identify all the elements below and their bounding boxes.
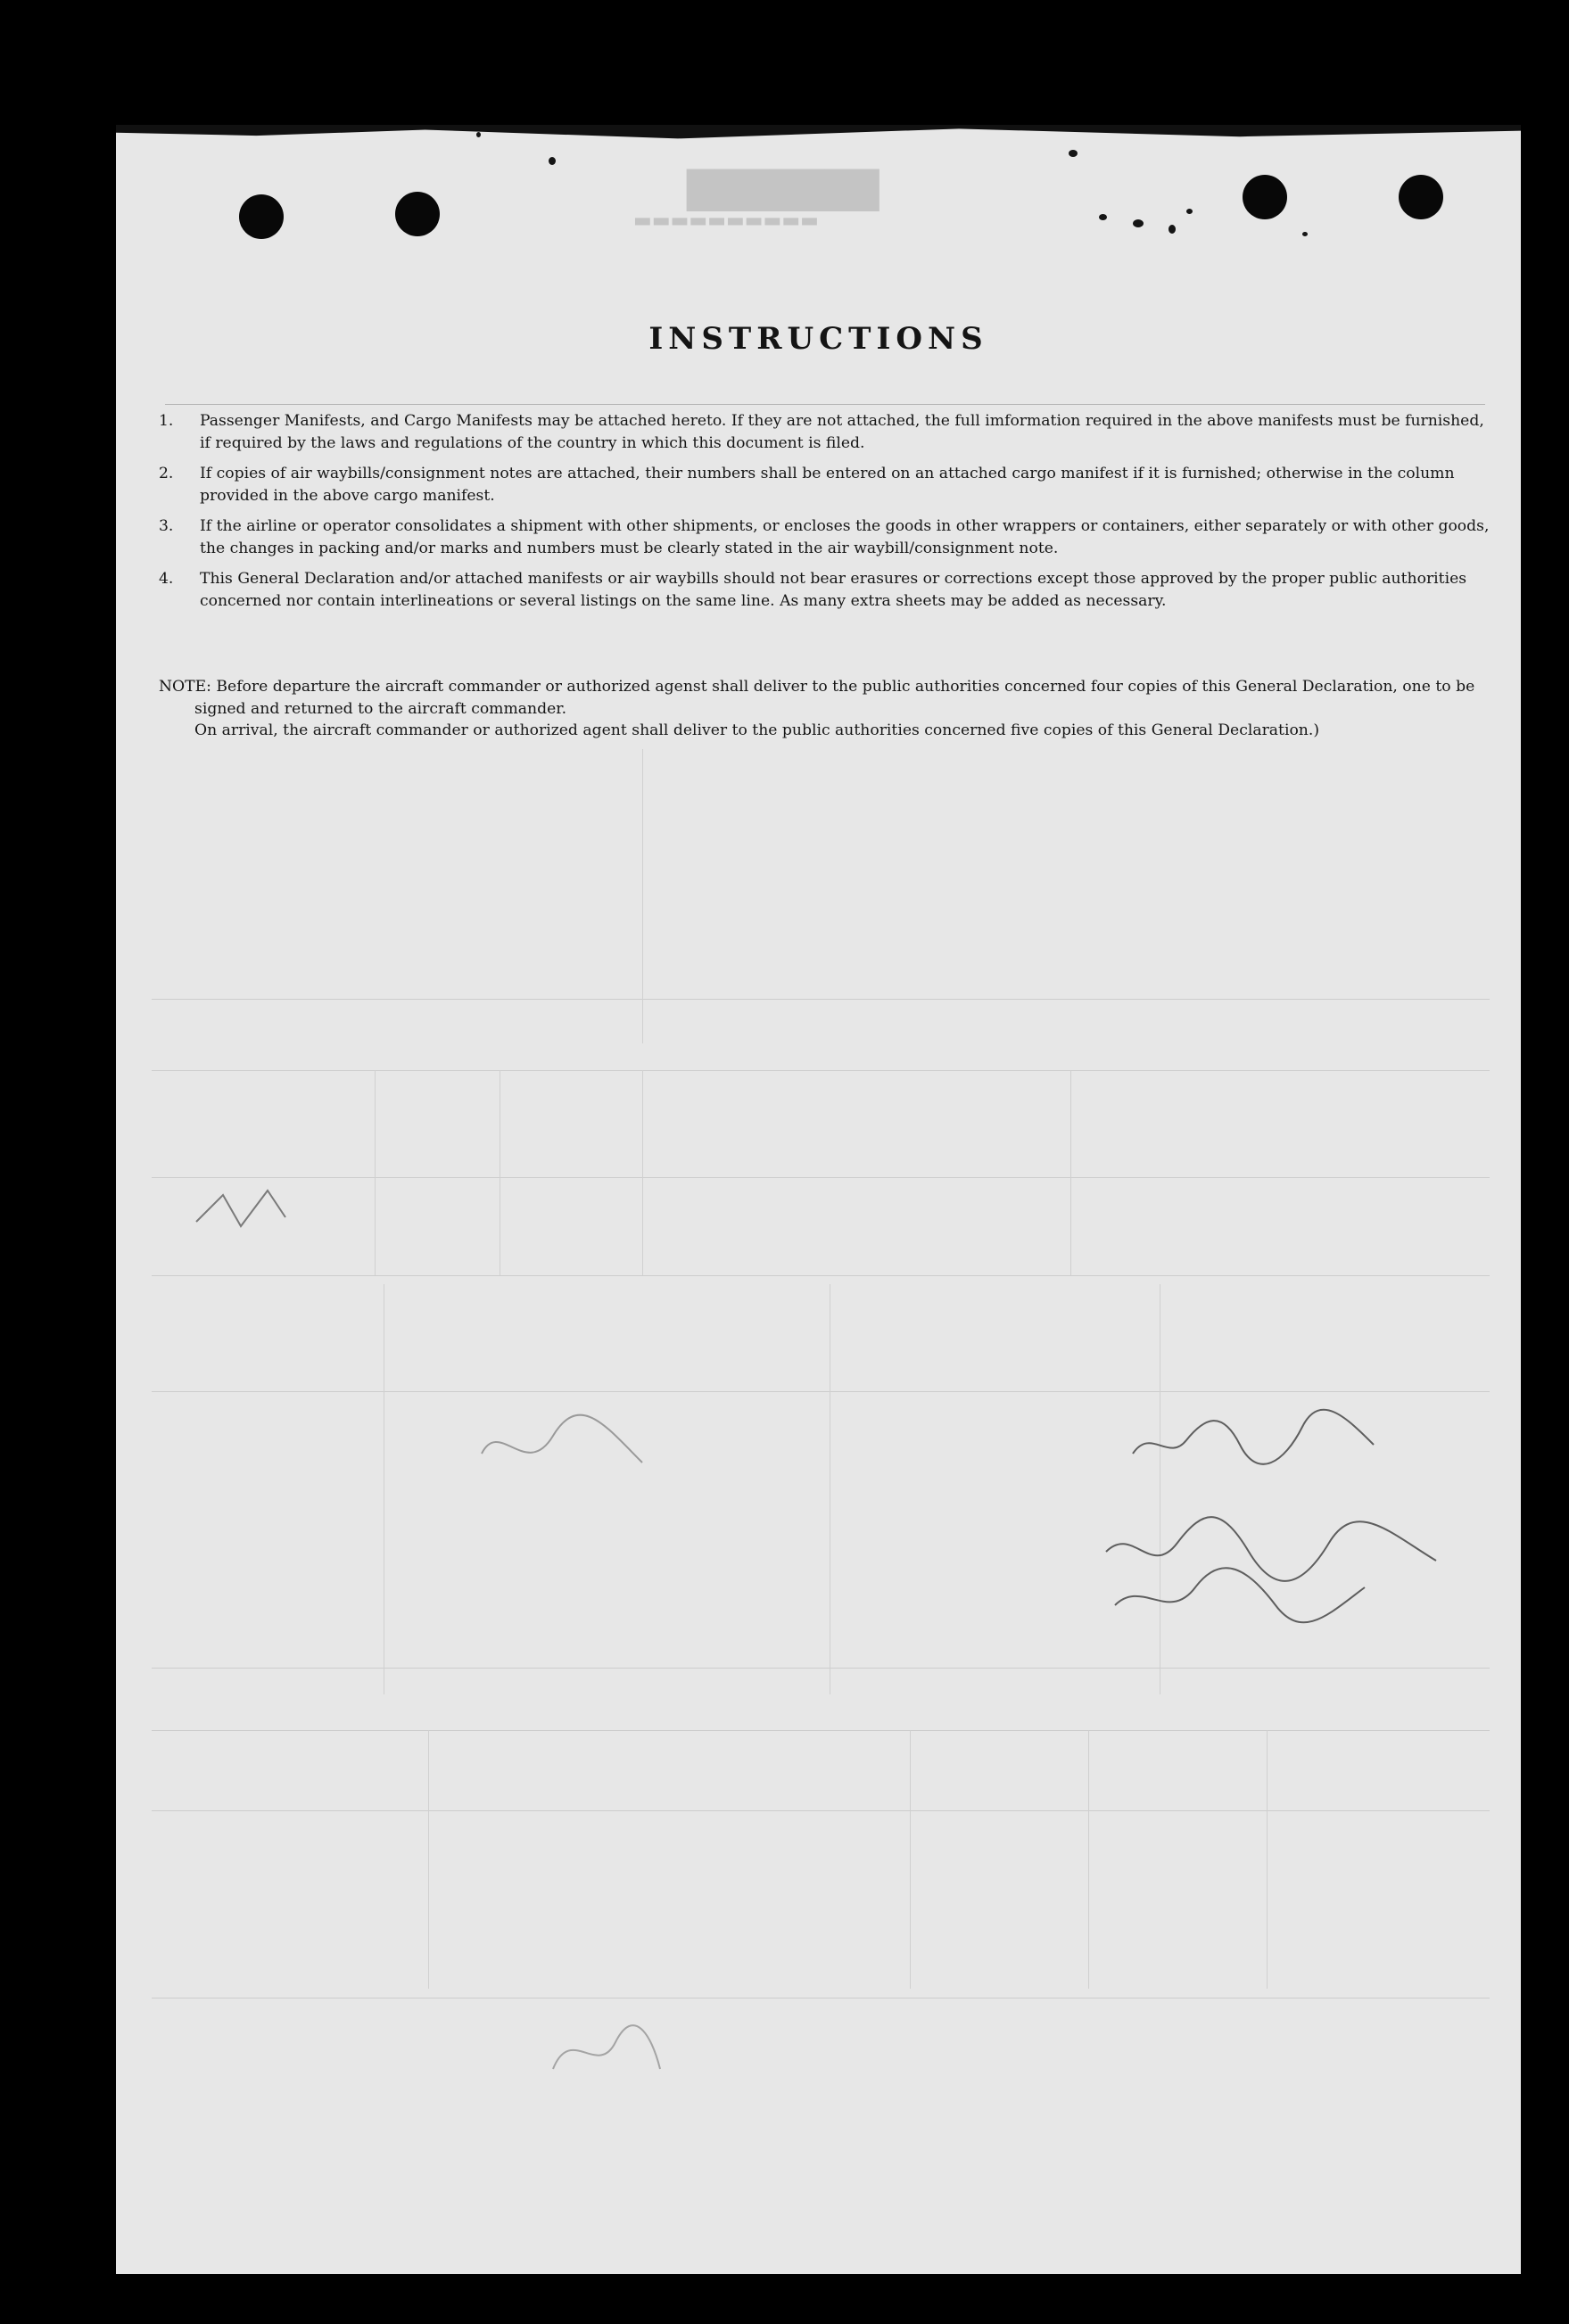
handwritten-mark (187, 1177, 294, 1240)
list-item (159, 463, 1492, 507)
note-lead: NOTE: Before departure the aircraft commander or authorized agenst shall deliver to the public authorities concerned four copies of this General Declaration, one to be signed and returned to the aircraft commander. (159, 678, 1475, 718)
ink-speck (1069, 150, 1078, 157)
instruction-text: If copies of air waybills/consignment notes are attached, their numbers shall be entered on an attached cargo manifest if it is furnished; otherwise in the column provided in the above cargo manifest. (200, 465, 1455, 505)
instructions-list (159, 410, 1492, 621)
instruction-number: 2. (159, 465, 174, 482)
ink-speck (1186, 209, 1193, 214)
instruction-number: 3. (159, 517, 174, 535)
handwritten-mark (544, 2015, 669, 2087)
punch-hole-2 (395, 192, 440, 236)
handwritten-signature (1097, 1498, 1454, 1632)
instruction-number: 1. (159, 412, 174, 430)
page-title: INSTRUCTIONS (648, 321, 988, 357)
ink-speck (1168, 225, 1176, 234)
punch-hole-3 (1243, 175, 1287, 219)
ink-speck (1099, 214, 1107, 220)
list-item (159, 568, 1492, 612)
torn-edge (116, 125, 1521, 144)
note-second: On arrival, the aircraft commander or authorized agent shall deliver to the public authorities concerned five copies of this General Declaration.) (194, 721, 1320, 739)
instruction-number: 4. (159, 570, 174, 588)
note-block (159, 676, 1492, 742)
ink-speck (549, 157, 556, 165)
divider (165, 404, 1485, 405)
handwritten-signature (473, 1400, 651, 1489)
instruction-text: Passenger Manifests, and Cargo Manifests may be attached hereto. If they are not attached, the full imformation required in the above manifests must be furnished, if required by the laws and regulations of the country in which this document is filed. (200, 412, 1484, 452)
instruction-text: This General Declaration and/or attached manifests or air waybills should not bear erasures or corrections except those approved by the proper public authorities concerned nor contain interlineations or several listings on the same line. As many extra sheets may be added as necessary. (200, 570, 1467, 610)
punch-hole-1 (239, 194, 284, 239)
handwritten-signature (1124, 1391, 1391, 1480)
list-item (159, 515, 1492, 559)
ink-speck (476, 132, 481, 137)
ink-speck (1133, 219, 1144, 227)
document-page: ███████ ▬▬▬▬▬▬▬▬▬▬ INSTRUCTIONS 1. Passenger Manifests, and Cargo Manifests may be attached hereto. If they are not attached, the full imformation required in the above manifests must be furnished, if required by the laws and regulations of the country in which this document is filed. 2. If copies of air waybills/consignment notes are attached, their numbers shall be entered on an attached cargo manifest if it is furnished; otherwise in the column provided in the above cargo manifest. 3. If the airline or operator consolidates a shipment with other shipments, or encloses the goods in other wrappers or containers, either separately or with other goods, the changes in packing and/or marks and numbers must be clearly stated in the air waybill/consignment note. 4. This General Declaration and/or attached manifests or air waybills should not bear erasures or corrections except those approved by the proper public authorities concerned nor contain interlineations or several listings on the same line. As many extra sheets may be added as necessary. NOTE: Before departure the aircraft commander or authorized agenst shall deliver to the public authorities concerned four copies of this General Declaration, one to be signed and returned to the aircraft commander. On arrival, the aircraft commander or authorized agent shall deliver to the public authorities concerned five copies of this General Declaration.) (116, 125, 1521, 2274)
instruction-text: If the airline or operator consolidates a shipment with other shipments, or encloses the goods in other wrappers or containers, either separately or with other goods, the changes in packing and/or marks and numbers must be clearly stated in the air waybill/consignment note. (200, 517, 1490, 557)
list-item (159, 410, 1492, 454)
ink-speck (1302, 232, 1308, 236)
punch-hole-4 (1399, 175, 1443, 219)
